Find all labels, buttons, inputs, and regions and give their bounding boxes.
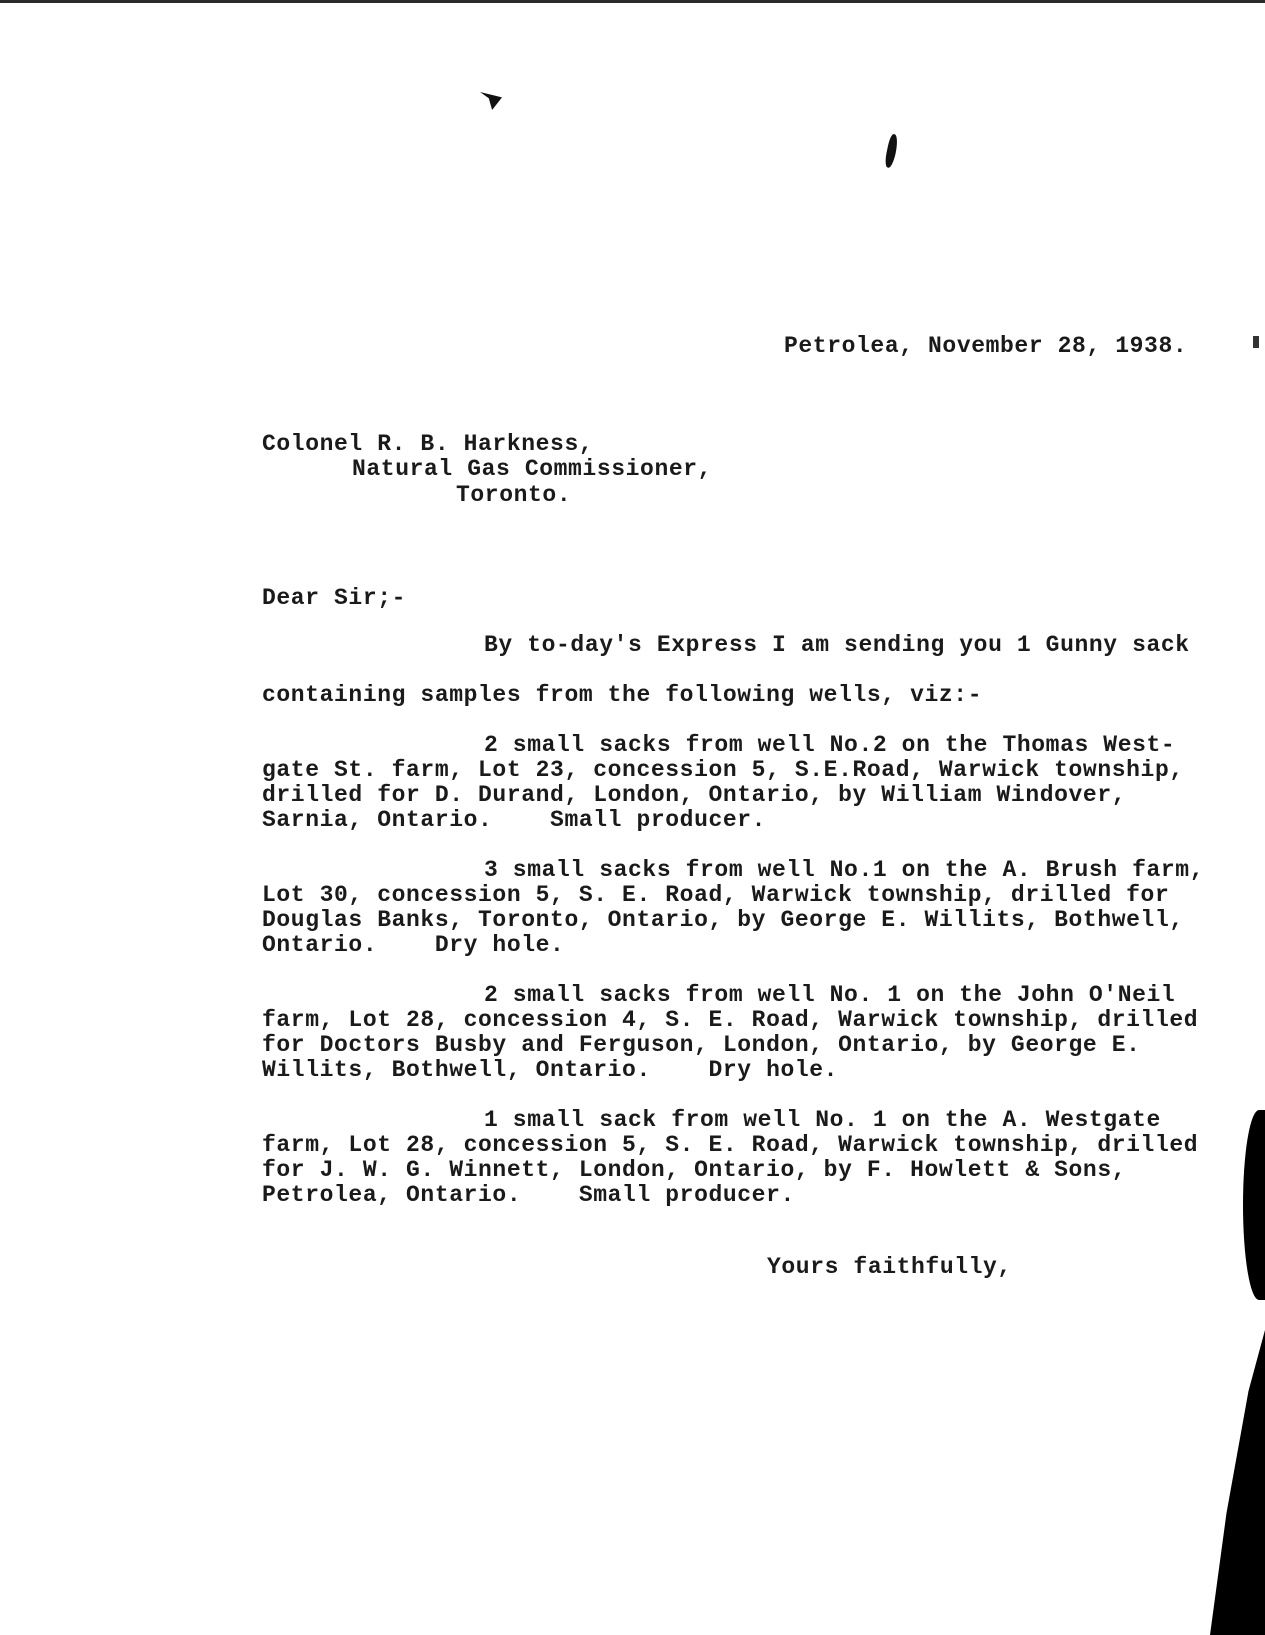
well-entry xyxy=(262,1108,1242,1208)
well-line: Petrolea, Ontario. Small producer. xyxy=(262,1182,795,1208)
well-line: gate St. farm, Lot 23, concession 5, S.E.Road, Warwick township, xyxy=(262,757,1184,783)
recipient-name: Colonel R. B. Harkness, xyxy=(262,431,594,457)
well-line: 3 small sacks from well No.1 on the A. Brush farm, xyxy=(484,857,1205,883)
well-line: for J. W. G. Winnett, London, Ontario, by F. Howlett & Sons, xyxy=(262,1157,1127,1183)
scan-edge-blot xyxy=(1243,1110,1265,1300)
well-entry xyxy=(262,733,1242,833)
well-line: Ontario. Dry hole. xyxy=(262,932,565,958)
well-line: Sarnia, Ontario. Small producer. xyxy=(262,807,767,833)
well-line: drilled for D. Durand, London, Ontario, by William Windover, xyxy=(262,782,1127,808)
letter-date: Petrolea, November 28, 1938. xyxy=(784,333,1188,359)
well-line: 2 small sacks from well No. 1 on the John O'Neil xyxy=(484,982,1176,1008)
well-line: Willits, Bothwell, Ontario. Dry hole. xyxy=(262,1057,839,1083)
recipient-city: Toronto. xyxy=(456,482,572,508)
intro-line-2: containing samples from the following wells, viz:- xyxy=(262,682,983,708)
well-line: for Doctors Busby and Ferguson, London, Ontario, by George E. xyxy=(262,1032,1141,1058)
intro-line-1: By to-day's Express I am sending you 1 Gunny sack xyxy=(484,632,1190,658)
closing: Yours faithfully, xyxy=(767,1254,1012,1280)
well-line: 2 small sacks from well No.2 on the Thomas West- xyxy=(484,732,1176,758)
well-line: Lot 30, concession 5, S. E. Road, Warwick township, drilled for xyxy=(262,882,1170,908)
recipient-title: Natural Gas Commissioner, xyxy=(352,456,713,482)
salutation: Dear Sir;- xyxy=(262,585,407,611)
well-line: 1 small sack from well No. 1 on the A. Westgate xyxy=(484,1107,1161,1133)
ink-mark xyxy=(884,133,900,168)
scan-edge-mark xyxy=(1253,336,1259,348)
well-entry xyxy=(262,858,1242,958)
well-line: farm, Lot 28, concession 4, S. E. Road, Warwick township, drilled xyxy=(262,1007,1199,1033)
well-line: Douglas Banks, Toronto, Ontario, by George E. Willits, Bothwell, xyxy=(262,907,1184,933)
well-line: farm, Lot 28, concession 5, S. E. Road, Warwick township, drilled xyxy=(262,1132,1199,1158)
scan-top-edge xyxy=(0,0,1265,3)
ink-mark xyxy=(480,92,502,110)
scan-edge-shadow xyxy=(1210,1330,1265,1635)
well-entry xyxy=(262,983,1242,1083)
